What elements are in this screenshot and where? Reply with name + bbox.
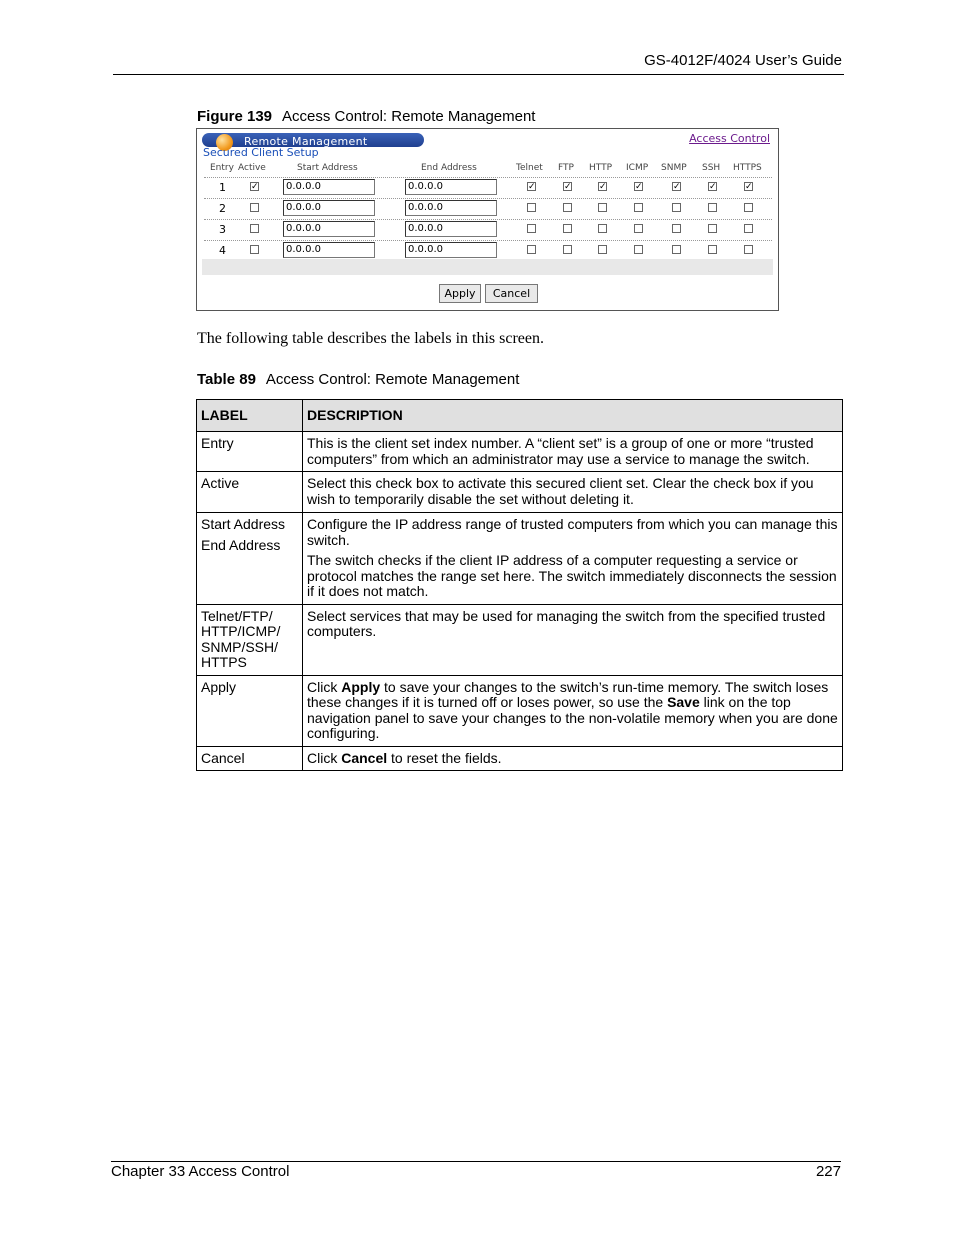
start-address-input[interactable]: 0.0.0.0 <box>283 200 375 216</box>
row-description: Configure the IP address range of trusted computers from which you can manage this switch. <box>307 516 838 548</box>
col-start-address: Start Address <box>297 163 358 173</box>
row-description: Select services that may be used for managing the switch from the specified trusted computers. <box>303 604 843 675</box>
row-label: Active <box>197 472 303 513</box>
ssh-checkbox[interactable]: ✓ <box>709 181 717 191</box>
desc-text: link on the top navigation panel to save your changes to the non-volatile memory when you are done configuring. <box>307 694 838 741</box>
row-description: Select this check box to activate this secured client set. Clear the check box if you wish to temporarily disable the set without deleting it. <box>303 472 843 513</box>
row-label: Start Address <box>201 516 286 532</box>
start-address-input[interactable]: 0.0.0.0 <box>283 242 375 258</box>
col-https: HTTPS <box>733 163 762 173</box>
footer-page-number: 227 <box>815 1163 841 1180</box>
table-caption <box>197 371 519 388</box>
row-label: Apply <box>197 675 303 746</box>
row-label-group <box>197 513 303 605</box>
cancel-button[interactable]: Cancel <box>485 284 538 303</box>
telnet-checkbox[interactable] <box>527 203 536 212</box>
row-divider <box>204 240 772 241</box>
active-checkbox[interactable] <box>250 245 259 254</box>
row-description: The switch checks if the client IP address of a computer requesting a service or protocol matches the range set here. The switch immediately disconnects the session if it does not match. <box>307 552 837 599</box>
header-label: LABEL <box>197 400 303 432</box>
start-address-input[interactable]: 0.0.0.0 <box>283 221 375 237</box>
https-checkbox[interactable] <box>744 224 753 233</box>
table-row <box>197 472 843 513</box>
ssh-checkbox[interactable] <box>708 245 717 254</box>
entry-number: 4 <box>219 244 226 257</box>
col-icmp: ICMP <box>626 163 649 173</box>
http-checkbox[interactable] <box>598 224 607 233</box>
entry-number: 2 <box>219 202 226 215</box>
footer-rule <box>111 1161 841 1162</box>
http-checkbox[interactable] <box>598 203 607 212</box>
col-telnet: Telnet <box>516 163 543 173</box>
access-control-link[interactable]: Access Control <box>689 132 770 145</box>
row-label: Telnet/FTP/ HTTP/ICMP/ SNMP/SSH/ HTTPS <box>197 604 303 675</box>
ftp-checkbox[interactable] <box>563 245 572 254</box>
guide-title: GS-4012F/4024 User’s Guide <box>644 52 842 69</box>
active-checkbox[interactable]: ✓ <box>251 181 259 191</box>
table-row <box>197 675 843 746</box>
row-description <box>303 746 843 771</box>
col-entry: Entry <box>210 163 234 173</box>
ssh-checkbox[interactable] <box>708 224 717 233</box>
col-end-address: End Address <box>421 163 477 173</box>
col-ssh: SSH <box>702 163 721 173</box>
col-http: HTTP <box>589 163 613 173</box>
end-address-input[interactable]: 0.0.0.0 <box>405 200 497 216</box>
telnet-checkbox[interactable] <box>527 245 536 254</box>
desc-text: Click <box>307 678 342 695</box>
ftp-checkbox[interactable]: ✓ <box>564 181 572 191</box>
http-checkbox[interactable]: ✓ <box>599 181 607 191</box>
table-title: Access Control: Remote Management <box>265 371 520 388</box>
row-label: Cancel <box>197 746 303 771</box>
https-checkbox[interactable] <box>744 245 753 254</box>
end-address-input[interactable]: 0.0.0.0 <box>405 179 497 195</box>
ftp-checkbox[interactable] <box>563 203 572 212</box>
secured-client-setup-label: Secured Client Setup <box>203 146 319 159</box>
figure-title: Access Control: Remote Management <box>282 108 536 125</box>
desc-bold-cancel: Cancel <box>341 749 388 766</box>
row-divider <box>204 219 772 220</box>
active-checkbox[interactable] <box>250 224 259 233</box>
row-label: Entry <box>197 432 303 472</box>
footer-chapter: Chapter 33 Access Control <box>111 1163 290 1180</box>
https-checkbox[interactable] <box>744 203 753 212</box>
col-ftp: FTP <box>558 163 574 173</box>
intro-paragraph: The following table describes the labels in this screen. <box>197 330 545 347</box>
desc-text: to reset the fields. <box>387 749 502 766</box>
table-row <box>197 746 843 771</box>
table-row <box>197 604 843 675</box>
header-rule <box>113 74 844 75</box>
snmp-checkbox[interactable]: ✓ <box>673 181 681 191</box>
entry-number: 1 <box>219 181 226 194</box>
http-checkbox[interactable] <box>598 245 607 254</box>
row-description-group <box>303 513 843 605</box>
col-snmp: SNMP <box>661 163 687 173</box>
row-description: This is the client set index number. A “client set” is a group of one or more “trusted computers” from which an administrator may use a service to manage the switch. <box>303 432 843 472</box>
table-label: Table 89 <box>197 371 256 388</box>
desc-bold-apply: Apply <box>341 678 381 695</box>
remote-management-screenshot <box>196 128 779 311</box>
header-description: DESCRIPTION <box>303 400 843 432</box>
start-address-input[interactable]: 0.0.0.0 <box>283 179 375 195</box>
screen-title: Remote Management <box>244 135 368 148</box>
icmp-checkbox[interactable]: ✓ <box>635 181 643 191</box>
apply-button[interactable]: Apply <box>439 284 481 303</box>
row-description <box>303 675 843 746</box>
entry-number: 3 <box>219 223 226 236</box>
telnet-checkbox[interactable] <box>527 224 536 233</box>
snmp-checkbox[interactable] <box>672 203 681 212</box>
ftp-checkbox[interactable] <box>563 224 572 233</box>
end-address-input[interactable]: 0.0.0.0 <box>405 221 497 237</box>
row-divider <box>204 177 772 178</box>
snmp-checkbox[interactable] <box>672 245 681 254</box>
col-active: Active <box>238 163 266 173</box>
figure-label: Figure 139 <box>197 108 273 125</box>
desc-text: Click <box>307 749 342 766</box>
telnet-checkbox[interactable]: ✓ <box>528 181 536 191</box>
https-checkbox[interactable]: ✓ <box>745 181 753 191</box>
icmp-checkbox[interactable] <box>634 203 643 212</box>
divider-band <box>202 259 773 275</box>
desc-bold-save: Save <box>667 694 700 710</box>
desc-text: to save your changes to the switch’s run-time memory. The switch loses these changes if it is turned off or loses power, so use the <box>307 678 829 710</box>
table-row <box>197 513 843 605</box>
table-header-row <box>197 400 843 432</box>
figure-caption <box>197 108 535 125</box>
row-divider <box>204 198 772 199</box>
icmp-checkbox[interactable] <box>634 245 643 254</box>
ssh-checkbox[interactable] <box>708 203 717 212</box>
row-label: End Address <box>201 536 281 553</box>
icmp-checkbox[interactable] <box>634 224 643 233</box>
active-checkbox[interactable] <box>250 203 259 212</box>
end-address-input[interactable]: 0.0.0.0 <box>405 242 497 258</box>
label-description-table <box>196 399 843 771</box>
table-row <box>197 432 843 472</box>
screen-title-bar <box>202 133 424 147</box>
snmp-checkbox[interactable] <box>672 224 681 233</box>
